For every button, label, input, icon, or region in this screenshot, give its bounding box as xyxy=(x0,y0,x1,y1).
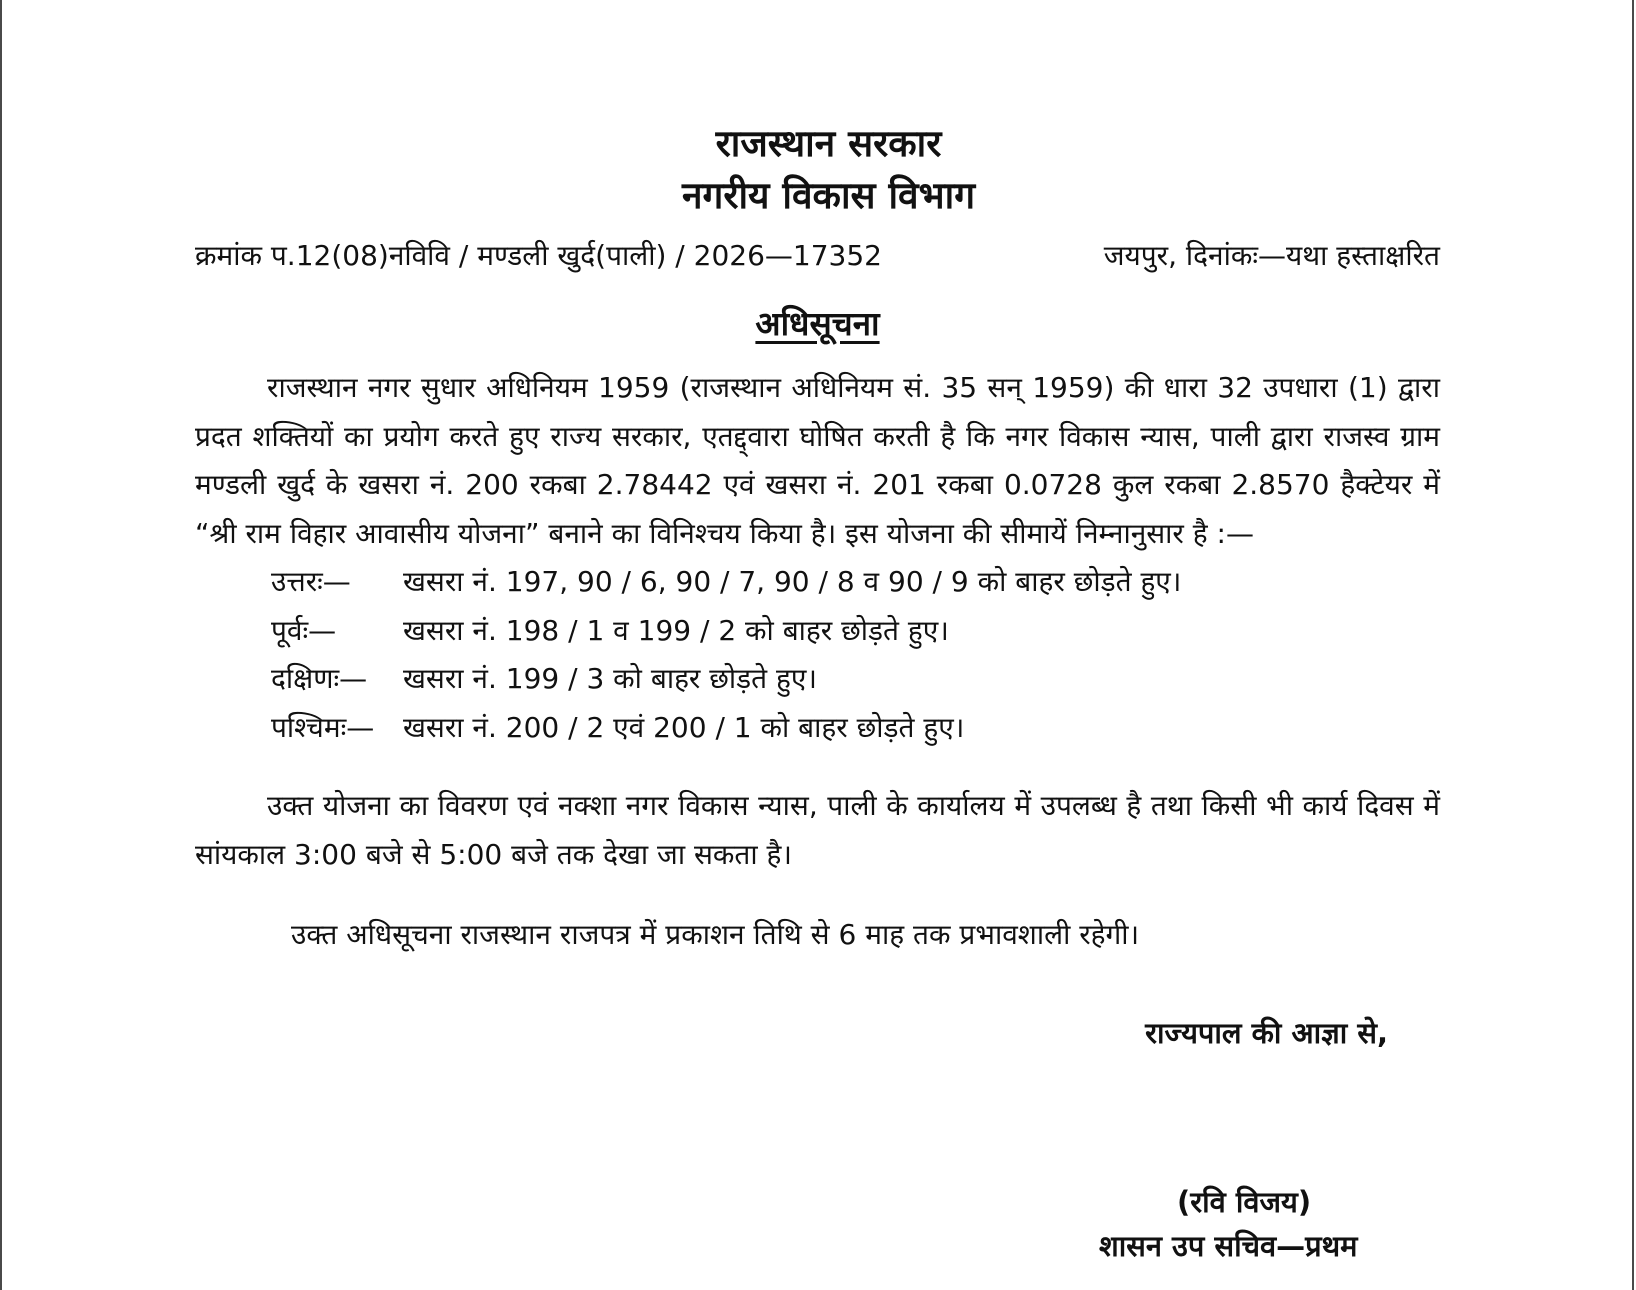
boundary-text: खसरा नं. 200 / 2 एवं 200 / 1 को बाहर छोड़ते हुए। xyxy=(403,710,965,744)
government-name: राजस्थान सरकार xyxy=(715,122,942,165)
paragraph-declaration-text: राजस्थान नगर सुधार अधिनियम 1959 (राजस्थान अधिनियम सं. 35 सन् 1959) की धारा 32 उपधारा (1) द्वारा प्रदत शक्तियों का प्रयोग करते हुए राज्य सरकार, एतद्द्वारा घोषित करती है कि नगर विकास न्यास, पाली द्वारा राजस्व ग्राम मण्डली खुर्द के खसरा नं. 200 रकबा 2.78442 एवं खसरा नं. 201 रकबा 0.0728 कुल रकबा 2.8570 हैक्टेयर में “श्री राम विहार आवासीय योजना” बनाने का विनिश्चय किया है। इस योजना की सीमायें निम्नानुसार है :— xyxy=(195,371,1440,550)
boundary-text: खसरा नं. 199 / 3 को बाहर छोड़ते हुए। xyxy=(403,662,817,695)
by-order-line: राज्यपाल की आज्ञा से, xyxy=(1145,1016,1388,1050)
notification-heading: अधिसूचना xyxy=(755,304,880,343)
boundary-label: दक्षिणः— xyxy=(271,662,368,695)
boundary-east xyxy=(271,607,1440,656)
reference-row xyxy=(195,236,1440,276)
department-name: नगरीय विकास विभाग xyxy=(681,174,976,217)
boundary-label: पश्चिमः— xyxy=(271,710,375,744)
boundary-text: खसरा नं. 197, 90 / 6, 90 / 7, 90 / 8 व 90 / 9 को बाहर छोड़ते हुए। xyxy=(403,565,1182,598)
boundaries-list xyxy=(271,558,1440,752)
notification-document xyxy=(195,118,1440,1263)
page-left-border xyxy=(0,0,2,1290)
place-date: जयपुर, दिनांकः—यथा हस्ताक्षरित xyxy=(1103,239,1440,272)
boundary-text: खसरा नं. 198 / 1 व 199 / 2 को बाहर छोड़ते हुए। xyxy=(403,613,949,647)
boundary-label: पूर्वः— xyxy=(271,613,337,647)
boundary-label: उत्तरः— xyxy=(271,565,351,598)
boundary-west xyxy=(271,704,1440,753)
paragraph-declaration xyxy=(195,364,1440,558)
paragraph-inspection-text: उक्त योजना का विवरण एवं नक्शा नगर विकास न्यास, पाली के कार्यालय में उपलब्ध है तथा किसी भी कार्य दिवस में सांयकाल 3:00 बजे से 5:00 बजे तक देखा जा सकता है। xyxy=(195,789,1440,871)
paragraph-validity: उक्त अधिसूचना राजस्थान राजपत्र में प्रकाशन तिथि से 6 माह तक प्रभावशाली रहेगी। xyxy=(291,918,1140,951)
paragraph-inspection xyxy=(195,782,1440,879)
signer-name: (रवि विजय) xyxy=(1177,1185,1312,1219)
signer-designation: शासन उप सचिव—प्रथम xyxy=(1099,1229,1358,1263)
boundary-south xyxy=(271,655,1440,704)
reference-number: क्रमांक प.12(08)नविवि / मण्डली खुर्द(पाली) / 2026—17352 xyxy=(195,239,882,272)
boundary-north xyxy=(271,558,1440,607)
page-right-border xyxy=(1632,0,1634,1290)
